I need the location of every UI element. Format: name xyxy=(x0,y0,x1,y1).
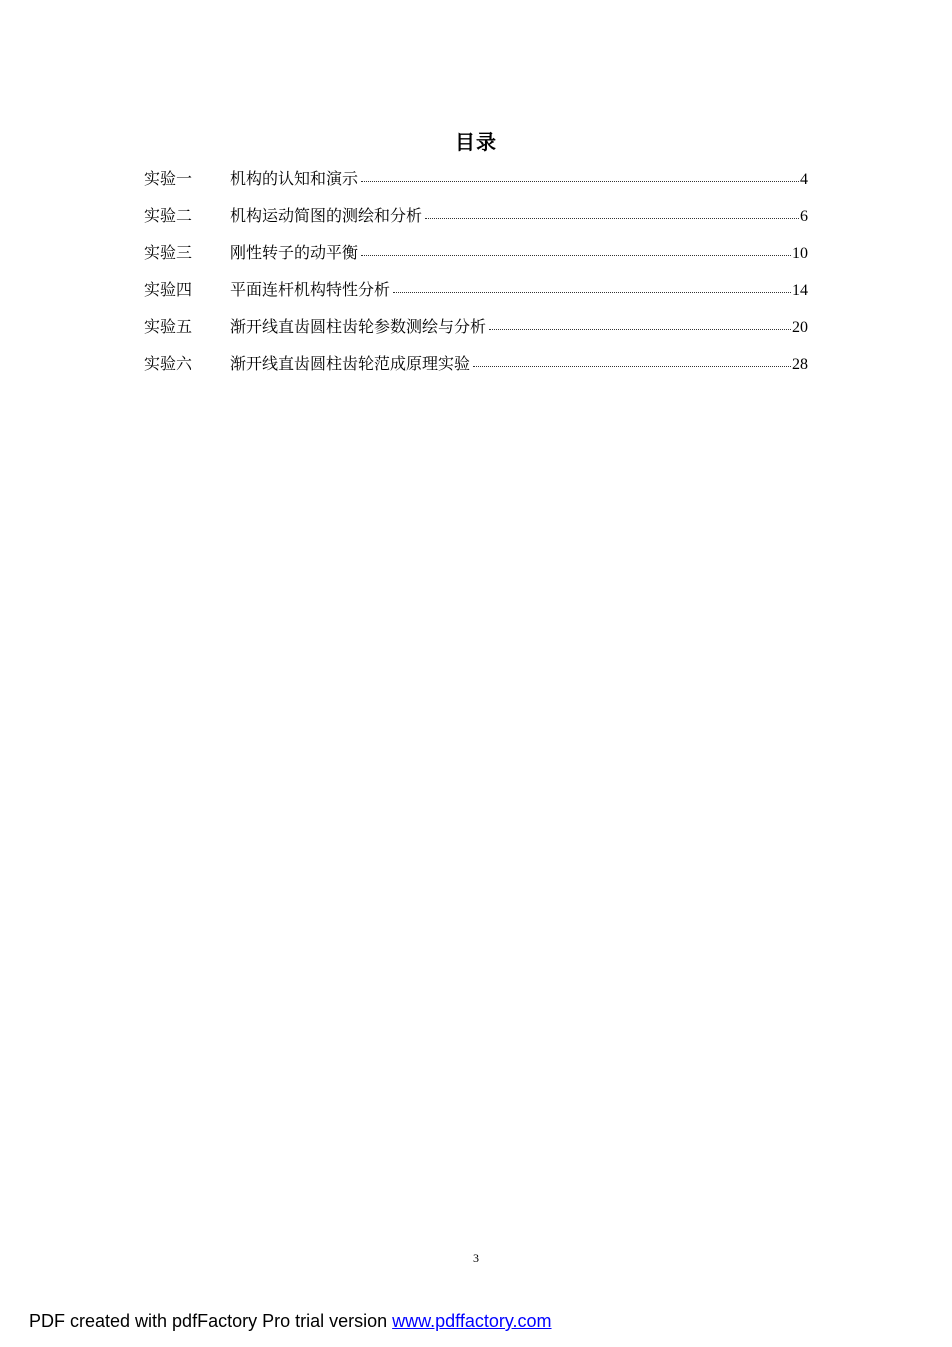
toc-entry[interactable] xyxy=(144,164,808,201)
toc-dot-leader xyxy=(359,238,791,258)
footer-text: PDF created with pdfFactory Pro trial version xyxy=(29,1311,393,1331)
toc-dot-leader xyxy=(487,312,791,332)
toc-dot-leader xyxy=(359,164,799,184)
toc-entry-page: 14 xyxy=(792,282,808,299)
toc-entry-page: 6 xyxy=(800,208,808,225)
toc-entry-page: 10 xyxy=(792,245,808,262)
toc-entry[interactable] xyxy=(144,349,808,386)
toc-dot-leader xyxy=(471,349,791,369)
toc-entry-title: 渐开线直齿圆柱齿轮参数测绘与分析 xyxy=(230,317,487,336)
toc-entry[interactable] xyxy=(144,275,808,312)
toc-entry-page: 4 xyxy=(800,171,808,188)
toc-entry-number: 实验三 xyxy=(144,243,193,262)
toc-entry-title: 渐开线直齿圆柱齿轮范成原理实验 xyxy=(230,354,471,373)
footer-link[interactable]: www.pdffactory.com xyxy=(392,1311,552,1331)
toc-entry[interactable] xyxy=(144,238,808,275)
toc-entry-page: 20 xyxy=(792,319,808,336)
toc-entry-number: 实验六 xyxy=(144,354,193,373)
toc-entry-number: 实验二 xyxy=(144,206,193,225)
toc-entry-title: 机构运动简图的测绘和分析 xyxy=(230,206,423,225)
toc-entry-page: 28 xyxy=(792,356,808,373)
toc-title: 目录 xyxy=(455,130,497,154)
toc-entry[interactable] xyxy=(144,201,808,238)
toc-entry-title: 刚性转子的动平衡 xyxy=(230,243,359,262)
toc-entry-number: 实验五 xyxy=(144,317,193,336)
toc-dot-leader xyxy=(423,201,799,221)
toc-entry-number: 实验四 xyxy=(144,280,193,299)
toc-entry-number: 实验一 xyxy=(144,169,193,188)
pdf-footer xyxy=(29,1309,552,1333)
toc-entry-title: 平面连杆机构特性分析 xyxy=(230,280,391,299)
toc-entry-title: 机构的认知和演示 xyxy=(230,169,359,188)
toc-dot-leader xyxy=(391,275,791,295)
toc-entry[interactable] xyxy=(144,312,808,349)
table-of-contents xyxy=(144,164,808,386)
page-number: 3 xyxy=(473,1251,479,1265)
